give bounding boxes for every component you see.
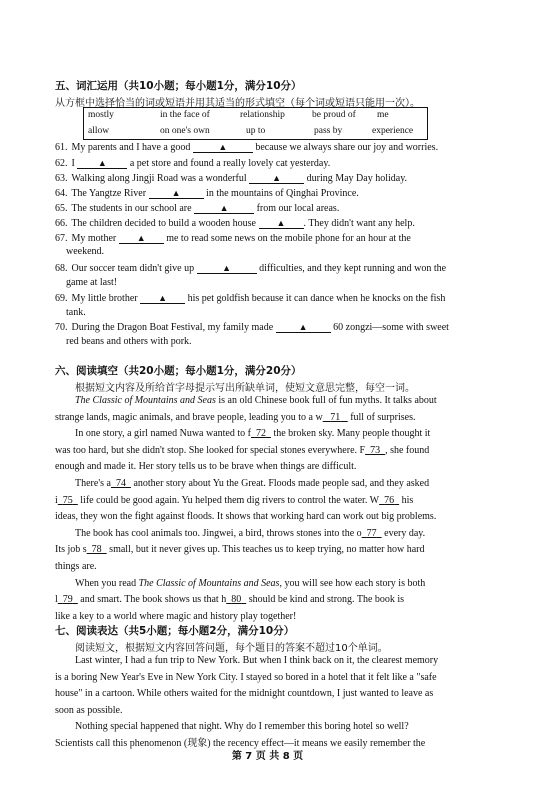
blank-71[interactable]: 71: [330, 411, 341, 423]
question-70-cont: red beans and others with pork.: [66, 336, 192, 347]
section5-instruction: 从方框中选择恰当的词或短语并用其适当的形式填空（每个词或短语只能用一次）。: [55, 98, 420, 109]
blank-79[interactable]: 79: [62, 594, 73, 606]
word-box: [83, 107, 428, 140]
blank-78[interactable]: 78: [91, 544, 102, 556]
reading-passage: The Classic of Mountains and Seas is an old Chinese book full of fun myths. It talks about strange lands, magic animals, and brave people, leading you to a w 71 full of surprises. In one story, a girl named Nuwa wanted to f 72 the broken sky. Many people thought it was too hard, but she didn't stop. She looked for special stones everywhere. F 73 , she found enough and made it. Her story tells us to be brave when things are difficult. There's a 74 another story about Yu the Great. Floods made people sad, and they asked i 75 life could be good again. Yu helped them dig rivers to control the water. W 76 his ideas, they won the fight against floods. It shows that working hard can work out big problems. The book has cool animals too. Jingwei, a bird, throws stones into the o 77 every day. Its job s 78 small, but it never gives up. This teaches us to keep trying, no matter how hard things are. When you read The Classic of Mountains and Seas, you will see how each story is both l 79 and smart. The book shows us that h 80 should be kind and strong. The book is like a key to a world where magic and history play together!: [55, 395, 437, 622]
answer-blank[interactable]: ▲: [197, 263, 257, 274]
answer-blank[interactable]: ▲: [194, 203, 254, 214]
question-69-cont: tank.: [66, 307, 86, 318]
word-option: experience: [372, 126, 414, 136]
question-66: 66. The children decided to build a wooden house ▲ . They didn't want any help.: [55, 218, 415, 229]
question-64: 64. The Yangtze River ▲ in the mountains of Qinghai Province.: [55, 188, 359, 199]
question-65: 65. The students in our school are ▲ from our local areas.: [55, 203, 340, 214]
question-61: 61. My parents and I have a good ▲ because we always share our joy and worries.: [55, 142, 439, 153]
blank-72[interactable]: 72: [255, 428, 266, 440]
word-option: in the face of: [160, 110, 210, 120]
blank-76[interactable]: 76: [384, 494, 395, 506]
answer-blank[interactable]: ▲: [119, 233, 164, 244]
blank-74[interactable]: 74: [115, 477, 126, 489]
answer-blank[interactable]: ▲: [249, 173, 304, 184]
blank-73[interactable]: 73: [370, 444, 381, 456]
question-62: 62. I ▲ a pet store and found a really lovely cat yesterday.: [55, 158, 331, 169]
question-70: 70. During the Dragon Boat Festival, my family made ▲ 60 zongzi—some with sweet: [55, 322, 449, 333]
word-option: up to: [246, 126, 266, 136]
word-option: me: [377, 110, 389, 120]
blank-77[interactable]: 77: [366, 527, 377, 539]
question-68-cont: game at last!: [66, 277, 118, 288]
answer-blank[interactable]: ▲: [140, 293, 185, 304]
word-option: allow: [88, 126, 110, 136]
question-63: 63. Walking along Jingji Road was a wonderful ▲ during May Day holiday.: [55, 173, 408, 184]
page-number: 第 7 页 共 8 页: [231, 751, 304, 762]
word-option: on one's own: [160, 126, 210, 136]
word-option: mostly: [88, 110, 114, 120]
answer-blank[interactable]: ▲: [77, 158, 127, 169]
section6-instruction: 根据短文内容及所给首字母提示写出所缺单词，使短文意思完整，每空一词。: [75, 383, 415, 394]
section5-title: 五、词汇运用（共10小题；每小题1分，满分10分）: [55, 80, 302, 92]
question-67-cont: weekend.: [66, 246, 105, 257]
answer-blank[interactable]: ▲: [259, 218, 304, 229]
question-67: 67. My mother ▲ me to read some news on the mobile phone for an hour at the: [55, 233, 411, 244]
answer-blank[interactable]: ▲: [276, 322, 331, 333]
answer-blank[interactable]: ▲: [149, 188, 204, 199]
question-69: 69. My little brother ▲ his pet goldfish because it can dance when he knocks on the fish: [55, 293, 446, 304]
question-68: 68. Our soccer team didn't give up ▲ difficulties, and they kept running and won the: [55, 263, 447, 274]
word-option: relationship: [240, 110, 285, 120]
section6-title: 六、阅读填空（共20小题；每小题1分，满分20分）: [55, 365, 302, 377]
section7-instruction: 阅读短文，根据短文内容回答问题，每个题目的答案不超过10个单词。: [75, 643, 388, 654]
reading-expression-passage: Last winter, I had a fun trip to New York. But when I think back on it, the clearest memory is a boring New Year's Eve in New York City. I stayed so bored in a hotel that it felt like a "safe house" in a cartoon. While others waited for the midnight countdown, I just wanted to leave as soon as possible. Nothing special happened that night. Why do I remember this boring hotel so well? Scientists call this phenomenon (现象) the recency effect—it means we easily remember the: [55, 655, 439, 749]
word-option: be proud of: [312, 110, 356, 120]
word-option: pass by: [314, 126, 343, 136]
blank-75[interactable]: 75: [62, 494, 73, 506]
answer-blank[interactable]: ▲: [193, 142, 253, 153]
blank-80[interactable]: 80: [231, 594, 242, 606]
section7-title: 七、阅读表达（共5小题；每小题2分，满分10分）: [55, 625, 295, 637]
